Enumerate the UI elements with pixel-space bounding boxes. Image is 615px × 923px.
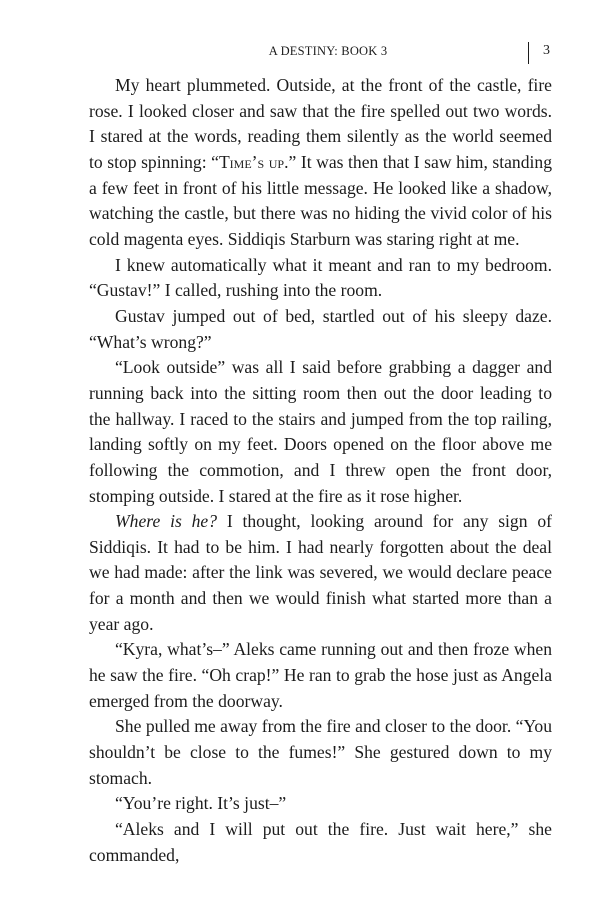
- paragraph-text: My heart plummeted. Outside, at the front of the castle, fire rose. I looked closer and saw that the fire spelled out two words. I stared at the words, reading them silently as the world seemed to stop spinning: “: [89, 75, 552, 172]
- header-divider: [528, 42, 529, 64]
- paragraph: I knew automatically what it meant and ran to my bedroom. “Gustav!” I called, rushing into the room.: [89, 254, 552, 301]
- paragraph: “Kyra, what’s–” Aleks came running out and then froze when he saw the fire. “Oh crap!” He ran to grab the hose just as Angela emerged from the doorway.: [89, 639, 552, 711]
- page-number: 3: [543, 43, 550, 58]
- paragraph: She pulled me away from the fire and closer to the door. “You shouldn’t be close to the fumes!” She gestured down to my stomach.: [89, 716, 552, 788]
- paragraph: “You’re right. It’s just–”: [115, 793, 287, 814]
- body-text: [89, 73, 552, 868]
- small-caps-text: Time’s up.: [218, 151, 289, 172]
- paragraph: “Look outside” was all I said before grabbing a dagger and running back into the sitting room then out the door leading to the hallway. I raced to the stairs and jumped from the top railing, landing softly on my feet. Doors opened on the floor above me following the commotion, and I threw open the front door, stomping outside. I stared at the fire as it rose higher.: [89, 357, 552, 506]
- paragraph: “Aleks and I will put out the fire. Just wait here,” she commanded,: [89, 819, 552, 865]
- running-header: [0, 42, 615, 62]
- running-title: A DESTINY: BOOK 3: [268, 44, 388, 58]
- paragraph-text: I thought, looking around for any sign of Siddiqis. It had to be him. I had nearly forgotten about the deal we had made: after the link was severed, we would declare peace for a month and then we would finish what started more than a year ago.: [89, 511, 552, 634]
- italic-thought: Where is he?: [115, 511, 218, 532]
- paragraph-text: ” It was then that I saw him, standing a few feet in front of his little message. He looked like a shadow, watching the castle, but there was no hiding the vivid color of his cold magenta eyes. Siddiqis Starburn was staring right at me.: [89, 151, 553, 249]
- paragraph: [89, 509, 552, 637]
- paragraph: [89, 73, 552, 253]
- paragraph: Gustav jumped out of bed, startled out of his sleepy daze. “What’s wrong?”: [89, 305, 552, 352]
